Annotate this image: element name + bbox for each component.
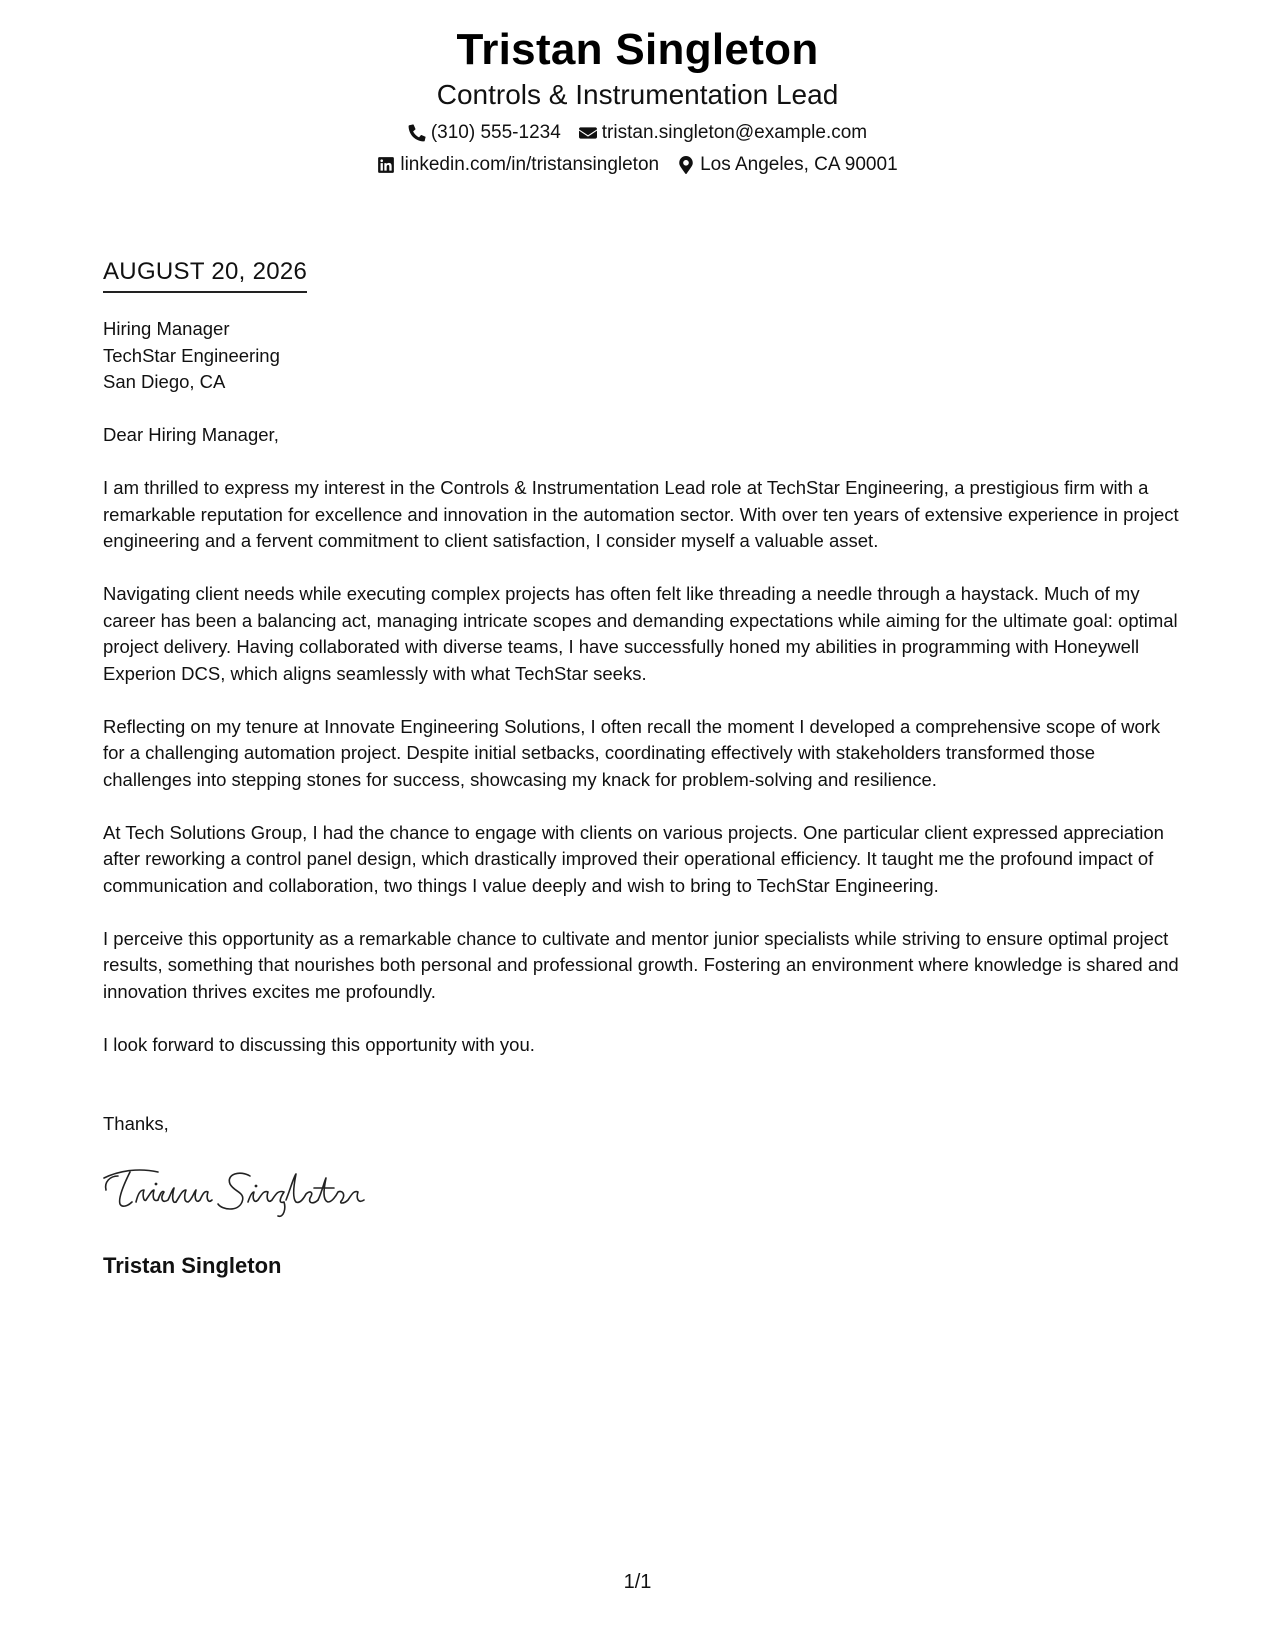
contact-phone (408, 122, 561, 144)
contact-location (677, 154, 898, 176)
body-paragraph: At Tech Solutions Group, I had the chance to engage with clients on various projects. One particular client expressed appreciation after reworking a control panel design, which drastically improved their operational efficiency. It taught me the profound impact of communication and collaboration, two things I value deeply and wish to bring to TechStar Engineering. (103, 821, 1164, 896)
recipient-block (103, 316, 280, 396)
body-paragraph: Reflecting on my tenure at Innovate Engineering Solutions, I often recall the moment I developed a comprehensive scope of work for a challenging automation project. Despite initial setbacks, coordinating effectively with stakeholders transformed those challenges into stepping stones for success, showcasing my knack for problem-solving and resilience. (103, 715, 1161, 790)
contact-row-primary (0, 122, 1275, 144)
envelope-icon (579, 124, 597, 142)
recipient-line: San Diego, CA (103, 371, 226, 392)
letter-date: AUGUST 20, 2026 (103, 257, 307, 293)
applicant-name: Tristan Singleton (456, 25, 819, 74)
contact-linkedin (377, 154, 659, 176)
salutation: Dear Hiring Manager, (103, 424, 279, 445)
email-text: tristan.singleton@example.com (601, 122, 868, 143)
recipient-line: Hiring Manager (103, 318, 230, 339)
body-paragraph: I am thrilled to express my interest in the Controls & Instrumentation Lead role at TechStar Engineering, a prestigious firm with a remarkable reputation for excellence and innovation in the automation sector. With over ten years of extensive experience in project engineering and a fervent commitment to client satisfaction, I consider myself a valuable asset. (103, 477, 1179, 551)
linkedin-text: linkedin.com/in/tristansingleton (400, 154, 660, 175)
applicant-title: Controls & Instrumentation Lead (436, 79, 839, 110)
phone-icon (408, 124, 426, 142)
linkedin-icon (377, 156, 395, 174)
signature-image (100, 1160, 370, 1220)
signer-name: Tristan Singleton (103, 1253, 282, 1278)
letter-body (103, 422, 1183, 1085)
phone-text: (310) 555-1234 (430, 122, 561, 143)
body-paragraph: I look forward to discussing this opportunity with you. (103, 1033, 535, 1055)
body-paragraph: Navigating client needs while executing complex projects has often felt like threading a needle through a haystack. Much of my career has been a balancing act, managing intricate scopes and demanding expectations while aiming for the ultimate goal: optimal project delivery. Having collaborated with diverse teams, I have successfully honed my abilities in programming with Honeywell Experion DCS, which aligns seamlessly with what TechStar seeks. (103, 583, 1178, 684)
contact-email (579, 122, 867, 144)
recipient-line: TechStar Engineering (103, 344, 280, 366)
map-pin-icon (677, 156, 695, 174)
closing: Thanks, (103, 1113, 169, 1134)
location-text: Los Angeles, CA 90001 (700, 154, 898, 175)
page-number: 1/1 (623, 1571, 652, 1593)
body-paragraph: I perceive this opportunity as a remarkable chance to cultivate and mentor junior specialists while striving to ensure optimal project results, something that nourishes both personal and professional growth. Fostering an environment where knowledge is shared and innovation thrives excites me profoundly. (103, 927, 1179, 1002)
contact-row-secondary (0, 154, 1275, 176)
letter-header (0, 22, 1275, 176)
